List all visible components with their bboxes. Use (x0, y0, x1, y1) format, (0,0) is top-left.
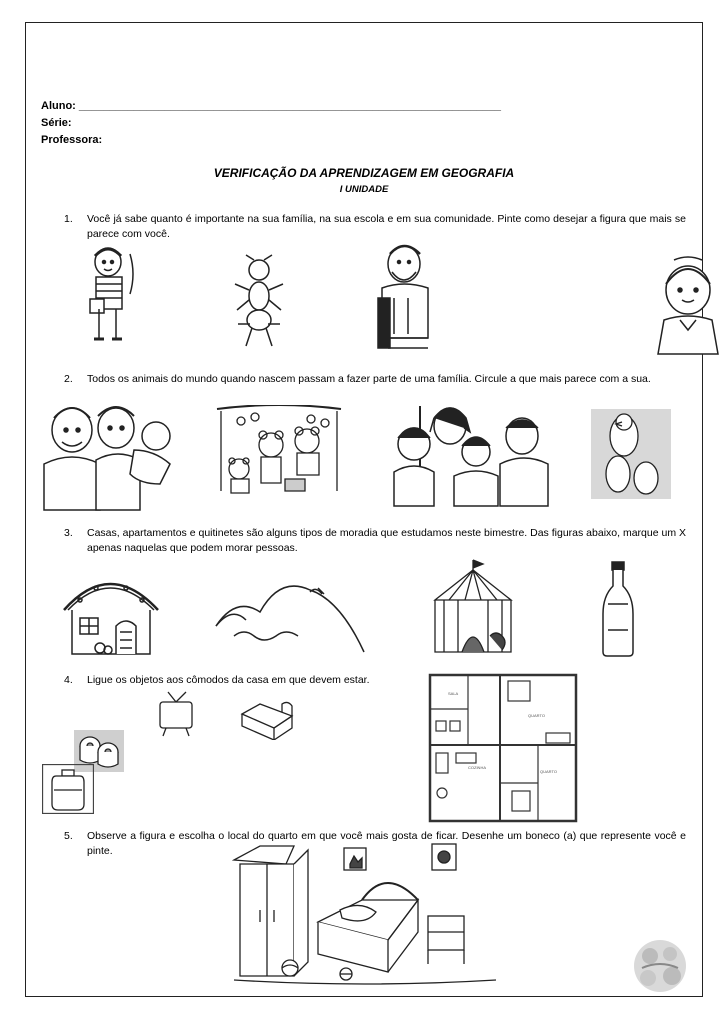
ant-illustration[interactable] (228, 254, 290, 354)
bed-illustration[interactable] (238, 694, 296, 740)
question-3 (64, 526, 686, 556)
question-2 (64, 372, 686, 387)
bottle-illustration[interactable] (598, 560, 638, 658)
bear-family-illustration[interactable] (215, 405, 343, 497)
bedroom-illustration[interactable] (232, 840, 496, 992)
grade-line: Série: (41, 117, 72, 129)
grandfather-illustration[interactable] (374, 238, 440, 356)
student-name-line: Aluno: _____________________________________________________________________ (41, 100, 501, 112)
human-family-illustration[interactable] (38, 404, 174, 512)
gingerbread-house-illustration[interactable] (60, 570, 162, 656)
question-number: 1. (64, 213, 73, 225)
modern-family-illustration[interactable] (390, 402, 550, 510)
page-title: VERIFICAÇÃO DA APRENDIZAGEM EM GEOGRAFIA (213, 166, 515, 180)
question-text: Ligue os objetos aos cômodos da casa em que devem estar. (87, 674, 370, 686)
question-4 (64, 673, 686, 688)
svg-text:QUARTO: QUARTO (540, 769, 557, 774)
penguin-family-illustration[interactable] (590, 408, 672, 500)
question-number: 2. (64, 373, 73, 385)
svg-text:QUARTO: QUARTO (528, 713, 545, 718)
boy-illustration[interactable] (84, 244, 142, 356)
gas-cylinder-illustration[interactable] (42, 764, 94, 814)
snail-shell-illustration[interactable] (214, 578, 366, 654)
circus-tent-illustration[interactable] (428, 558, 518, 658)
question-number: 5. (64, 830, 73, 842)
tv-illustration[interactable] (156, 690, 196, 738)
teacher-line: Professora: (41, 134, 103, 146)
page-subtitle: I UNIDADE (339, 184, 389, 195)
svg-text:COZINHA: COZINHA (468, 765, 486, 770)
question-text: Casas, apartamentos e quitinetes são alguns tipos de moradia que estudamos neste bimestre. Das figuras abaixo, marque um X apenas naquelas que podem morar pessoas. (87, 527, 686, 554)
logo-stamp (632, 938, 688, 994)
girl-illustration[interactable] (652, 254, 724, 356)
floor-plan-illustration[interactable] (428, 673, 578, 823)
question-number: 4. (64, 674, 73, 686)
question-text: Você já sabe quanto é importante na sua família, na sua escola e em sua comunidade. Pinte como desejar a figura que mais se parece com você. (87, 213, 686, 240)
svg-text:SALA: SALA (448, 691, 459, 696)
question-number: 3. (64, 527, 73, 539)
question-text: Observe a figura e escolha o local do quarto em que você mais gosta de ficar. Desenhe um boneco (a) que represente você e pinte. (87, 830, 686, 857)
question-text: Todos os animais do mundo quando nascem passam a fazer parte de uma família. Circule a que mais parece com a sua. (87, 373, 651, 385)
